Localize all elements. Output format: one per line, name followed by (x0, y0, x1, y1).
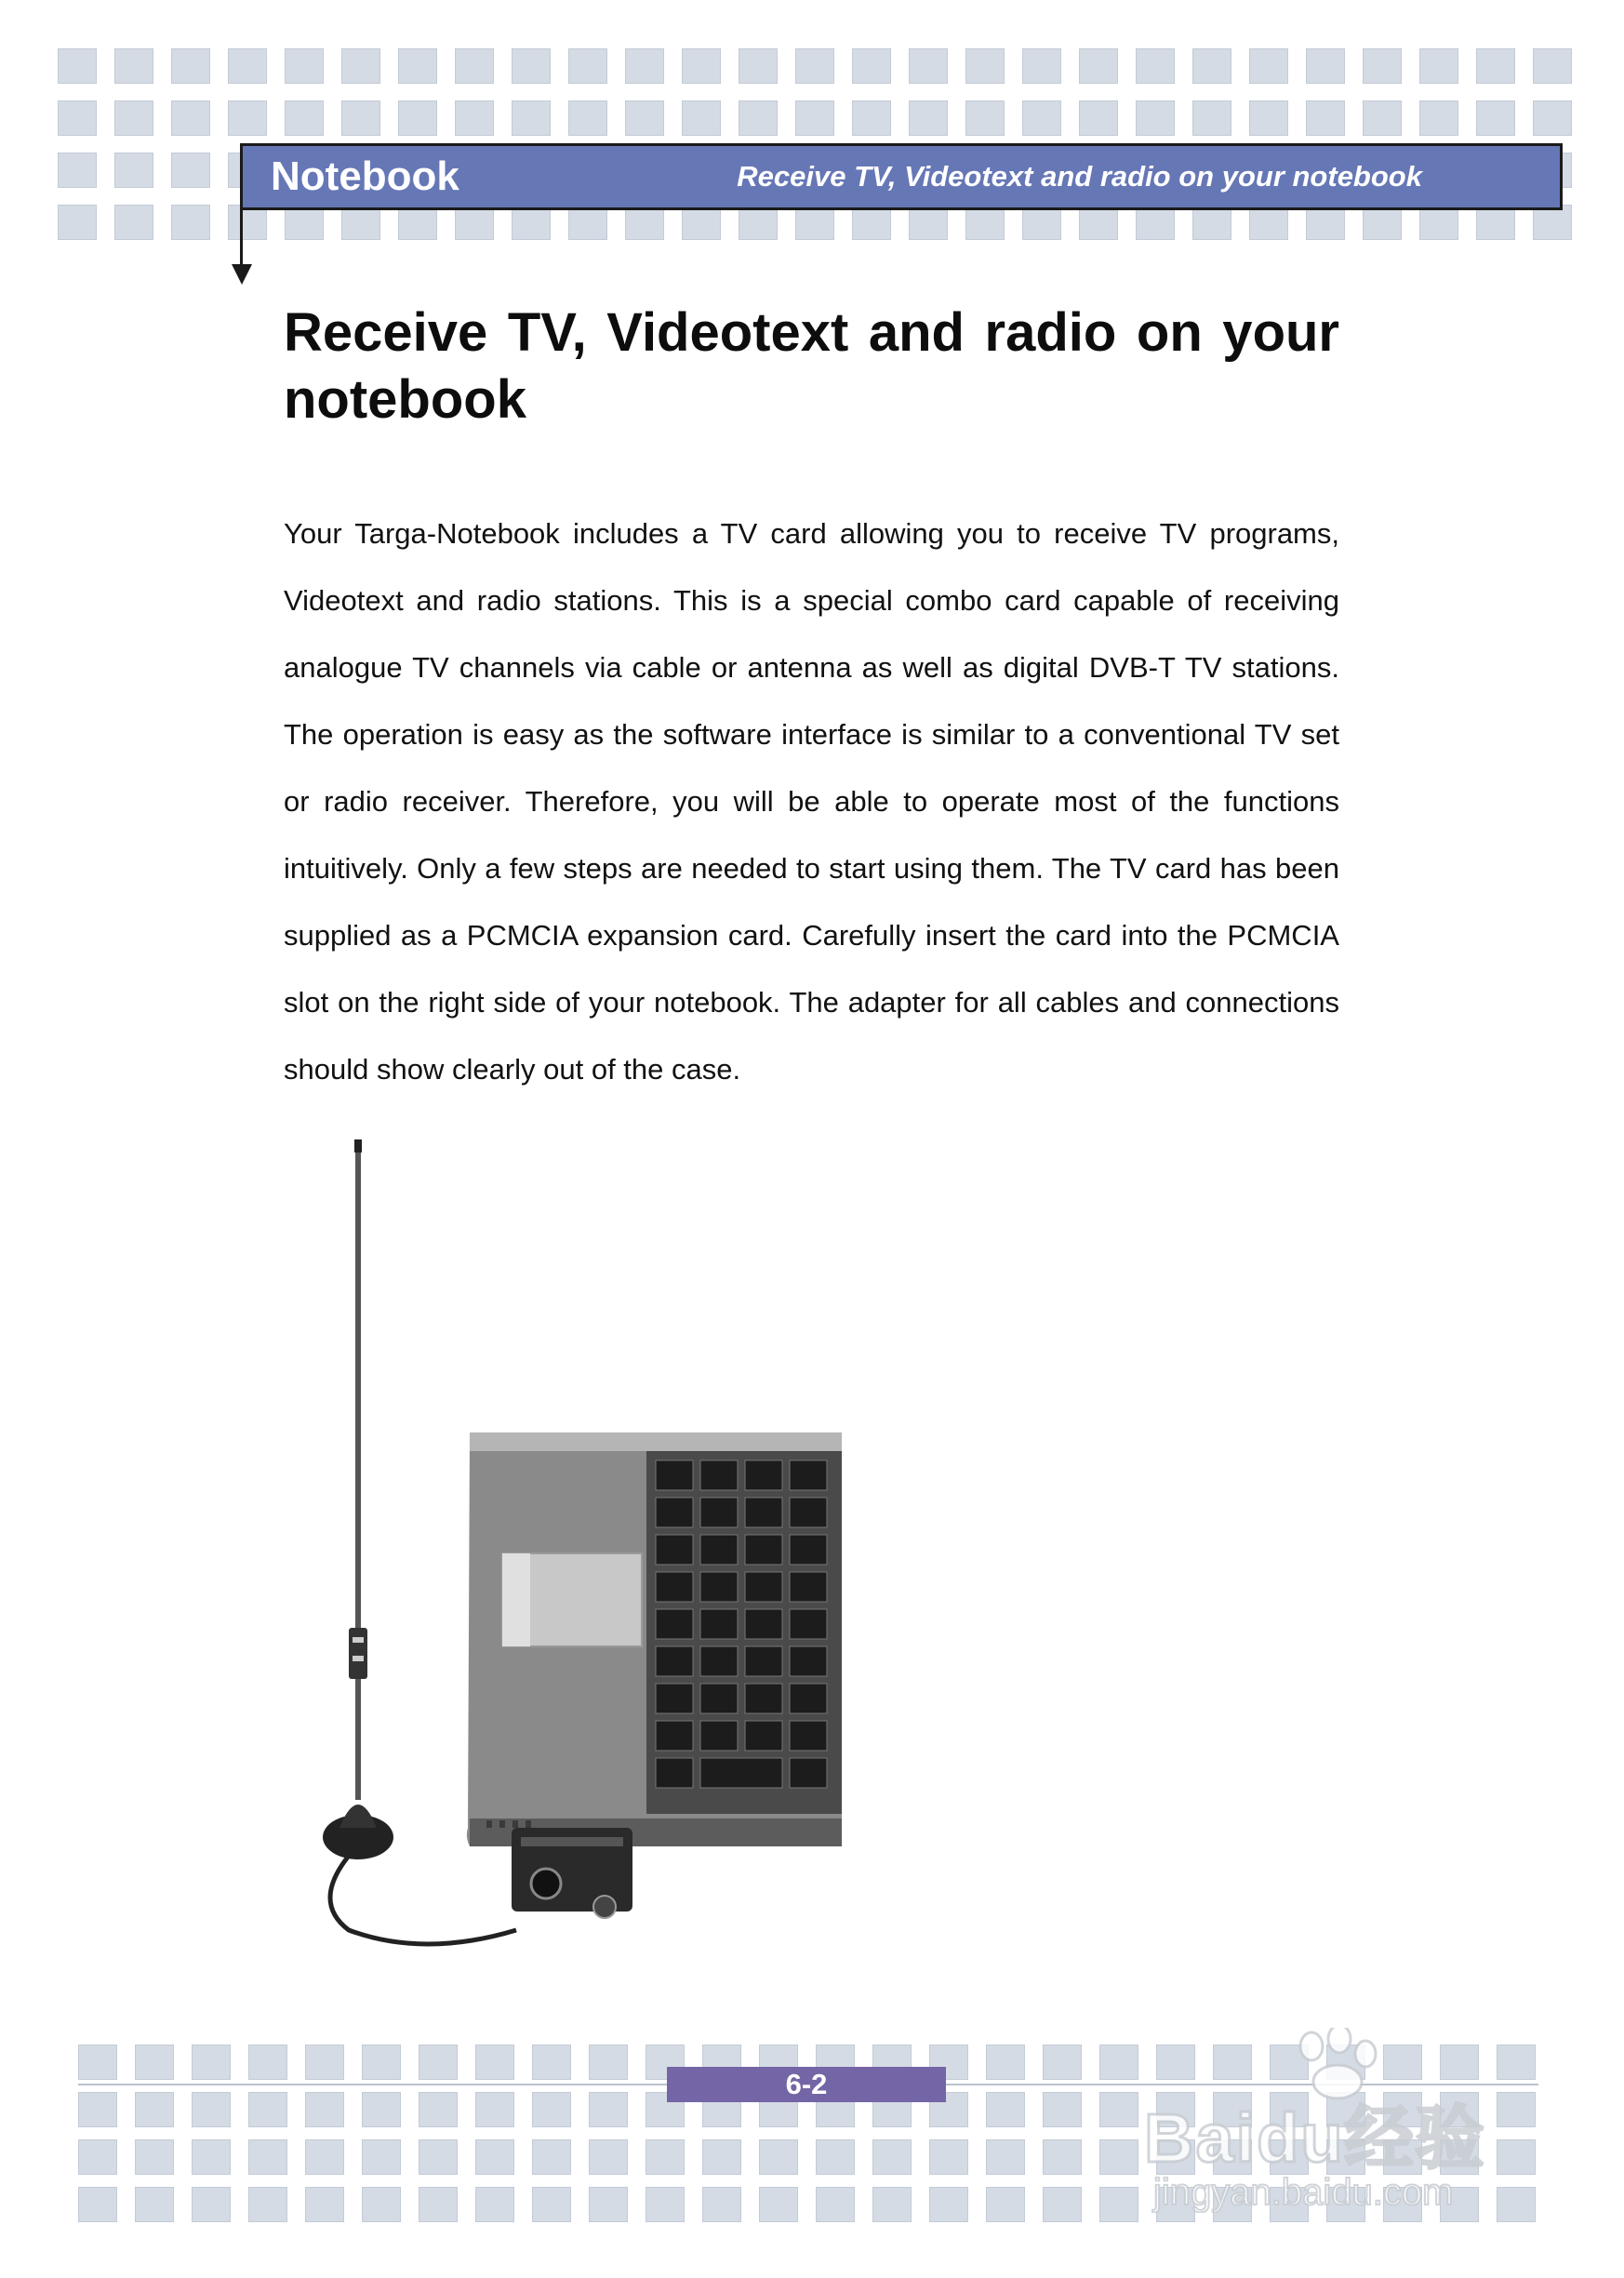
grid-square (1476, 48, 1515, 84)
grid-square (475, 2139, 514, 2175)
grid-square (1533, 48, 1572, 84)
grid-square (58, 205, 97, 240)
grid-square (1249, 100, 1288, 136)
grid-square (589, 2187, 628, 2222)
grid-square (58, 100, 97, 136)
header-topic-label: Receive TV, Videotext and radio on your notebook (737, 160, 1422, 193)
grid-square (475, 2187, 514, 2222)
grid-square (305, 2092, 344, 2127)
grid-square (702, 2187, 741, 2222)
arrow-down-icon (232, 264, 252, 285)
grid-square (135, 2045, 174, 2080)
pointer-line (240, 210, 243, 266)
header-section-label: Notebook (271, 153, 459, 199)
baidu-watermark (1144, 2028, 1535, 2214)
grid-square (986, 2139, 1025, 2175)
grid-square (1099, 2139, 1138, 2175)
grid-square (965, 48, 1005, 84)
grid-square (171, 205, 210, 240)
grid-square (78, 2139, 117, 2175)
grid-square (986, 2187, 1025, 2222)
grid-square (739, 48, 778, 84)
grid-square (682, 100, 721, 136)
grid-square (532, 2045, 571, 2080)
grid-square (228, 48, 267, 84)
grid-square (171, 100, 210, 136)
page-number-badge: 6-2 (667, 2067, 946, 2102)
grid-square (986, 2092, 1025, 2127)
grid-square (192, 2187, 231, 2222)
grid-square (341, 100, 380, 136)
grid-square (872, 2139, 912, 2175)
grid-square (171, 48, 210, 84)
grid-square (1419, 100, 1458, 136)
grid-square (1192, 48, 1231, 84)
grid-square (702, 2139, 741, 2175)
grid-square (1043, 2139, 1082, 2175)
grid-square (1022, 48, 1061, 84)
grid-square (58, 48, 97, 84)
grid-square (1533, 100, 1572, 136)
grid-square (1136, 48, 1175, 84)
grid-square (589, 2092, 628, 2127)
grid-square (78, 2187, 117, 2222)
grid-square (1192, 100, 1231, 136)
grid-square (929, 2187, 968, 2222)
grid-square (532, 2139, 571, 2175)
grid-square (795, 48, 834, 84)
grid-square (1043, 2045, 1082, 2080)
grid-square (398, 100, 437, 136)
grid-square (1099, 2092, 1138, 2127)
grid-square (362, 2092, 401, 2127)
grid-square (419, 2139, 458, 2175)
grid-square (114, 153, 153, 188)
grid-square (192, 2092, 231, 2127)
grid-square (852, 100, 891, 136)
grid-square (909, 100, 948, 136)
grid-square (114, 48, 153, 84)
antenna-joint (349, 1628, 367, 1679)
grid-square (475, 2092, 514, 2127)
grid-square (419, 2092, 458, 2127)
grid-square (1249, 48, 1288, 84)
grid-square (816, 2187, 855, 2222)
grid-square (852, 48, 891, 84)
grid-square (248, 2092, 287, 2127)
grid-square (135, 2092, 174, 2127)
grid-square (362, 2139, 401, 2175)
grid-square (1136, 100, 1175, 136)
grid-square (1099, 2045, 1138, 2080)
grid-square (589, 2139, 628, 2175)
body-paragraph: Your Targa-Notebook includes a TV card allowing you to receive TV programs, Videotext and radio stations. This is a special combo card capable of receiving analogue TV channels via cable or antenna as well as digital DVB-T TV stations. The operation is easy as the software interface is similar to a conventional TV set or radio receiver. Therefore, you will be able to operate most of the functions intuitively. Only a few steps are needed to start using them. The TV card has been supplied as a PCMCIA expansion card. Carefully insert the card into the PCMCIA slot on the right side of your notebook. The adapter for all cables and connections should show clearly out of the case. (284, 517, 1339, 1086)
grid-square (1419, 48, 1458, 84)
grid-square (1363, 48, 1402, 84)
grid-square (1363, 100, 1402, 136)
grid-square (532, 2092, 571, 2127)
header-bar (240, 143, 1563, 210)
grid-square (419, 2045, 458, 2080)
tv-card-notebook-illustration (284, 1112, 879, 1967)
grid-square (362, 2187, 401, 2222)
grid-square (795, 100, 834, 136)
antenna-cable (330, 1856, 516, 1944)
grid-square (816, 2139, 855, 2175)
grid-square (305, 2187, 344, 2222)
grid-square (419, 2187, 458, 2222)
antenna-rod (355, 1144, 361, 1628)
pcmcia-adapter (512, 1828, 632, 1918)
grid-square (362, 2045, 401, 2080)
grid-square (341, 48, 380, 84)
grid-square (568, 100, 607, 136)
grid-square (248, 2187, 287, 2222)
grid-square (78, 2045, 117, 2080)
grid-square (1306, 100, 1345, 136)
grid-square (872, 2187, 912, 2222)
grid-square (682, 48, 721, 84)
grid-square (192, 2045, 231, 2080)
grid-square (285, 100, 324, 136)
grid-square (248, 2139, 287, 2175)
watermark-brand: Baidu经验 (1144, 2099, 1486, 2177)
grid-square (625, 100, 664, 136)
grid-square (475, 2045, 514, 2080)
grid-square (986, 2045, 1025, 2080)
grid-square (228, 100, 267, 136)
grid-square (1079, 100, 1118, 136)
watermark-url: jingyan.baidu.com (1153, 2172, 1454, 2213)
grid-square (1022, 100, 1061, 136)
grid-square (929, 2139, 968, 2175)
grid-square (305, 2139, 344, 2175)
grid-square (1099, 2187, 1138, 2222)
grid-square (1306, 48, 1345, 84)
grid-square (305, 2045, 344, 2080)
grid-square (909, 48, 948, 84)
grid-square (739, 100, 778, 136)
grid-square (1079, 48, 1118, 84)
grid-square (965, 100, 1005, 136)
grid-square (455, 100, 494, 136)
grid-square (135, 2187, 174, 2222)
grid-square (625, 48, 664, 84)
grid-square (532, 2187, 571, 2222)
grid-square (646, 2139, 685, 2175)
grid-square (568, 48, 607, 84)
grid-square (248, 2045, 287, 2080)
grid-square (1043, 2092, 1082, 2127)
notebook (467, 1432, 842, 1846)
grid-square (114, 100, 153, 136)
grid-square (171, 153, 210, 188)
grid-square (512, 100, 551, 136)
grid-square (455, 48, 494, 84)
grid-square (285, 48, 324, 84)
page-title: Receive TV, Videotext and radio on your notebook (284, 302, 1339, 430)
grid-square (78, 2092, 117, 2127)
grid-square (114, 205, 153, 240)
grid-square (512, 48, 551, 84)
grid-square (759, 2187, 798, 2222)
grid-square (589, 2045, 628, 2080)
grid-square (398, 48, 437, 84)
grid-square (58, 153, 97, 188)
grid-square (1043, 2187, 1082, 2222)
grid-square (192, 2139, 231, 2175)
grid-square (646, 2187, 685, 2222)
grid-square (759, 2139, 798, 2175)
grid-square (1476, 100, 1515, 136)
grid-square (135, 2139, 174, 2175)
